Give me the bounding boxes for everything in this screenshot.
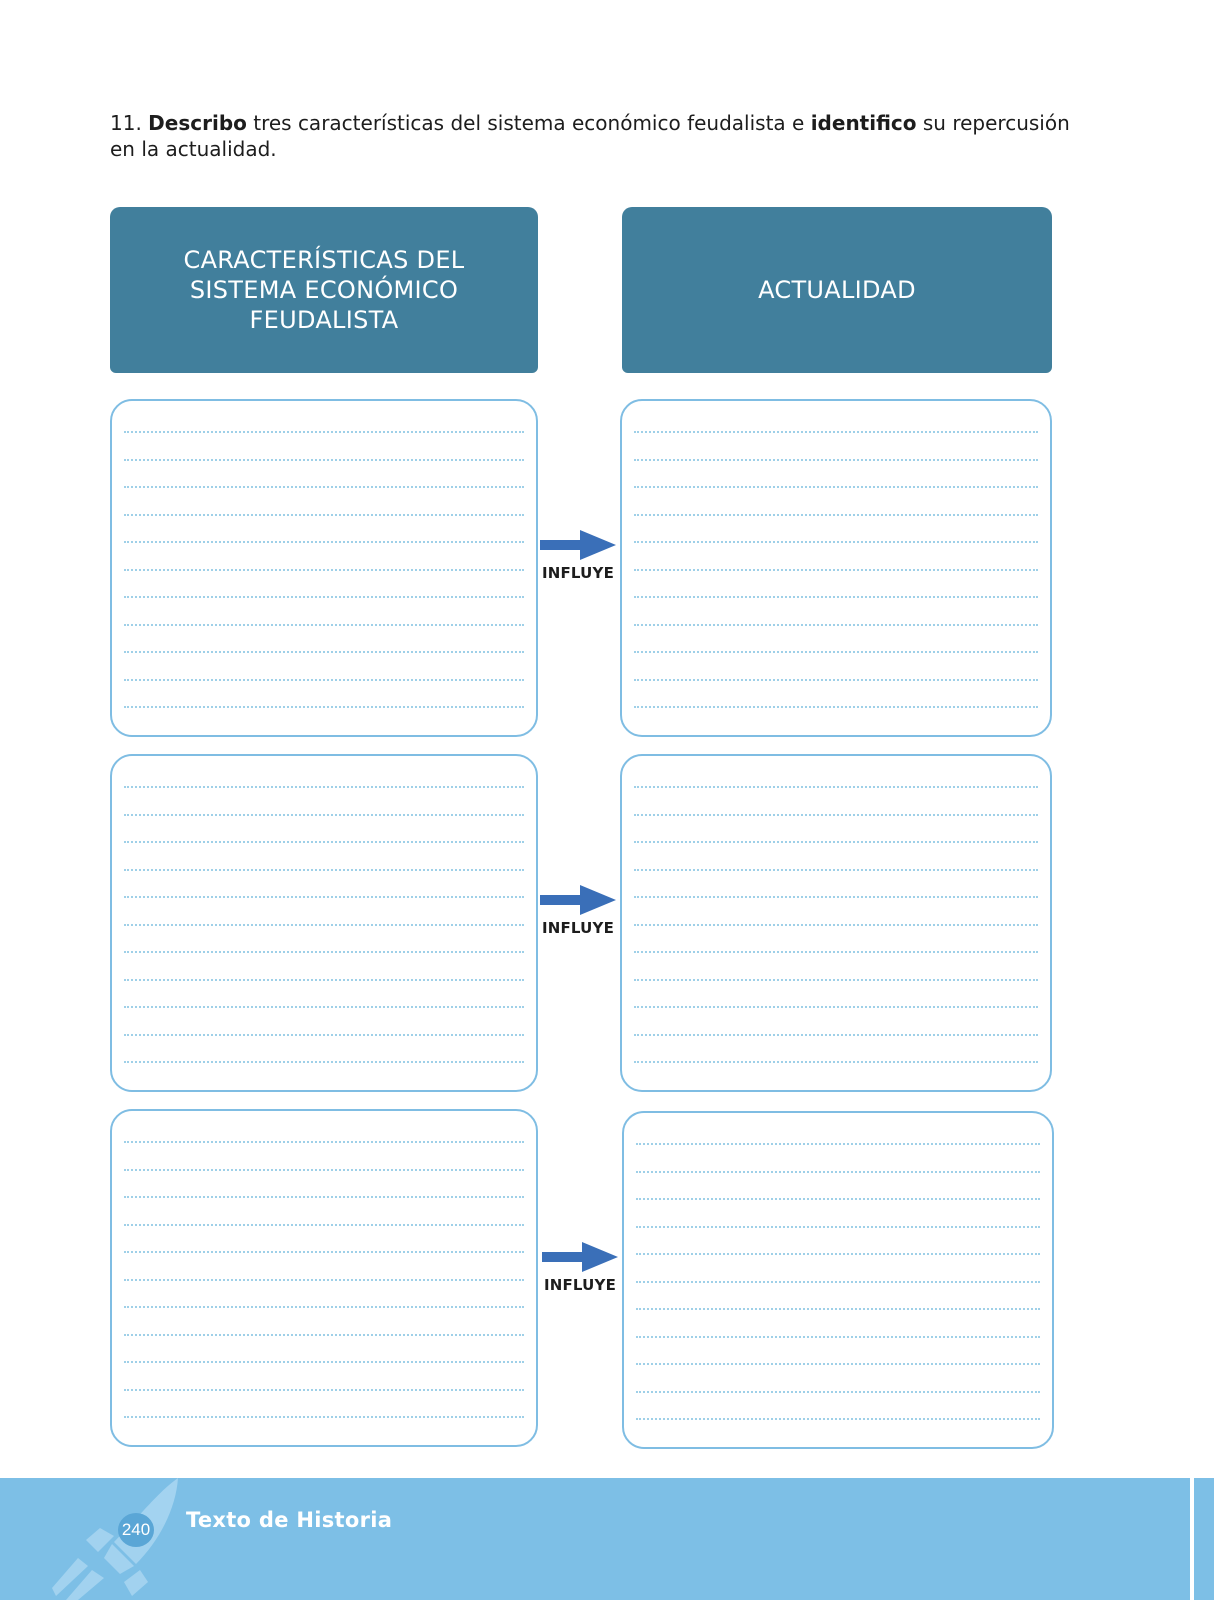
influye-arrow-3: [538, 1242, 622, 1294]
writing-line: [124, 459, 524, 487]
writing-line: [124, 569, 524, 597]
writing-line: [634, 624, 1038, 652]
header-actualidad: [622, 207, 1052, 373]
writing-line: [634, 979, 1038, 1007]
writing-line: [124, 896, 524, 924]
page-footer: [0, 1478, 1214, 1600]
writing-line: [124, 624, 524, 652]
header-left-line-3: FEUDALISTA: [249, 306, 399, 334]
writing-line: [634, 1006, 1038, 1034]
writing-line: [634, 596, 1038, 624]
writing-line: [634, 814, 1038, 842]
arrow-label: INFLUYE: [543, 1276, 617, 1294]
characteristic-box-2[interactable]: [110, 754, 538, 1092]
page-number: 240: [118, 1513, 154, 1547]
characteristic-box-1[interactable]: [110, 399, 538, 737]
writing-line: [124, 1141, 524, 1169]
writing-line: [634, 1034, 1038, 1062]
writing-line: [124, 1061, 524, 1089]
writing-lines: [124, 431, 524, 734]
header-right-label: ACTUALIDAD: [758, 276, 916, 304]
writing-lines: [636, 1143, 1040, 1446]
influye-arrow-1: [536, 530, 620, 582]
writing-line: [124, 486, 524, 514]
actualidad-box-1[interactable]: [620, 399, 1052, 737]
writing-line: [124, 979, 524, 1007]
question-verb-describo: Describo: [148, 111, 247, 135]
writing-line: [636, 1253, 1040, 1281]
footer-edge-stripe: [1190, 1478, 1194, 1600]
writing-line: [636, 1226, 1040, 1254]
writing-line: [636, 1171, 1040, 1199]
writing-line: [124, 1006, 524, 1034]
writing-line: [636, 1281, 1040, 1309]
writing-line: [634, 651, 1038, 679]
writing-line: [634, 869, 1038, 897]
writing-line: [124, 869, 524, 897]
influye-arrow-2: [536, 885, 620, 937]
header-left-line-1: CARACTERÍSTICAS DEL: [183, 246, 465, 274]
question-number: 11.: [110, 111, 142, 135]
writing-line: [124, 1334, 524, 1362]
writing-line: [124, 1224, 524, 1252]
writing-line: [636, 1308, 1040, 1336]
arrow-label: INFLUYE: [541, 564, 615, 582]
question-text: [110, 110, 1070, 162]
writing-lines: [634, 431, 1038, 734]
writing-line: [124, 679, 524, 707]
header-caracteristicas: [110, 207, 538, 373]
writing-line: [634, 431, 1038, 459]
right-arrow-icon: [540, 530, 616, 560]
writing-line: [634, 841, 1038, 869]
writing-line: [636, 1391, 1040, 1419]
writing-line: [124, 651, 524, 679]
writing-line: [124, 786, 524, 814]
writing-line: [634, 569, 1038, 597]
writing-line: [634, 706, 1038, 734]
writing-line: [124, 1279, 524, 1307]
writing-line: [634, 924, 1038, 952]
writing-line: [124, 1034, 524, 1062]
writing-line: [634, 679, 1038, 707]
footer-title: Texto de Historia: [186, 1508, 393, 1532]
writing-line: [124, 431, 524, 459]
right-arrow-icon: [540, 885, 616, 915]
writing-line: [124, 1416, 524, 1444]
writing-line: [634, 896, 1038, 924]
writing-line: [124, 1361, 524, 1389]
rocket-icon: [48, 1478, 188, 1600]
writing-line: [124, 1196, 524, 1224]
writing-line: [124, 924, 524, 952]
writing-line: [124, 814, 524, 842]
writing-line: [634, 486, 1038, 514]
writing-line: [124, 841, 524, 869]
writing-line: [634, 1061, 1038, 1089]
actualidad-box-2[interactable]: [620, 754, 1052, 1092]
writing-line: [636, 1418, 1040, 1446]
writing-line: [634, 459, 1038, 487]
actualidad-box-3[interactable]: [622, 1111, 1054, 1449]
writing-line: [124, 706, 524, 734]
writing-line: [124, 1389, 524, 1417]
writing-line: [634, 786, 1038, 814]
writing-line: [124, 514, 524, 542]
question-text-part2: su repercusión en la actualidad.: [110, 111, 1070, 161]
writing-lines: [124, 1141, 524, 1444]
writing-lines: [634, 786, 1038, 1089]
header-left-line-2: SISTEMA ECONÓMICO: [189, 276, 459, 304]
arrow-label: INFLUYE: [541, 919, 615, 937]
writing-line: [124, 1169, 524, 1197]
writing-line: [636, 1336, 1040, 1364]
writing-line: [636, 1143, 1040, 1171]
writing-line: [124, 541, 524, 569]
writing-line: [636, 1363, 1040, 1391]
writing-line: [124, 951, 524, 979]
writing-line: [124, 1306, 524, 1334]
writing-line: [634, 951, 1038, 979]
writing-line: [124, 1251, 524, 1279]
writing-line: [634, 541, 1038, 569]
writing-line: [636, 1198, 1040, 1226]
characteristic-box-3[interactable]: [110, 1109, 538, 1447]
right-arrow-icon: [542, 1242, 618, 1272]
writing-line: [634, 514, 1038, 542]
question-verb-identifico: identifico: [810, 111, 917, 135]
writing-line: [124, 596, 524, 624]
writing-lines: [124, 786, 524, 1089]
question-text-part1: tres características del sistema económico feudalista e: [246, 111, 811, 135]
